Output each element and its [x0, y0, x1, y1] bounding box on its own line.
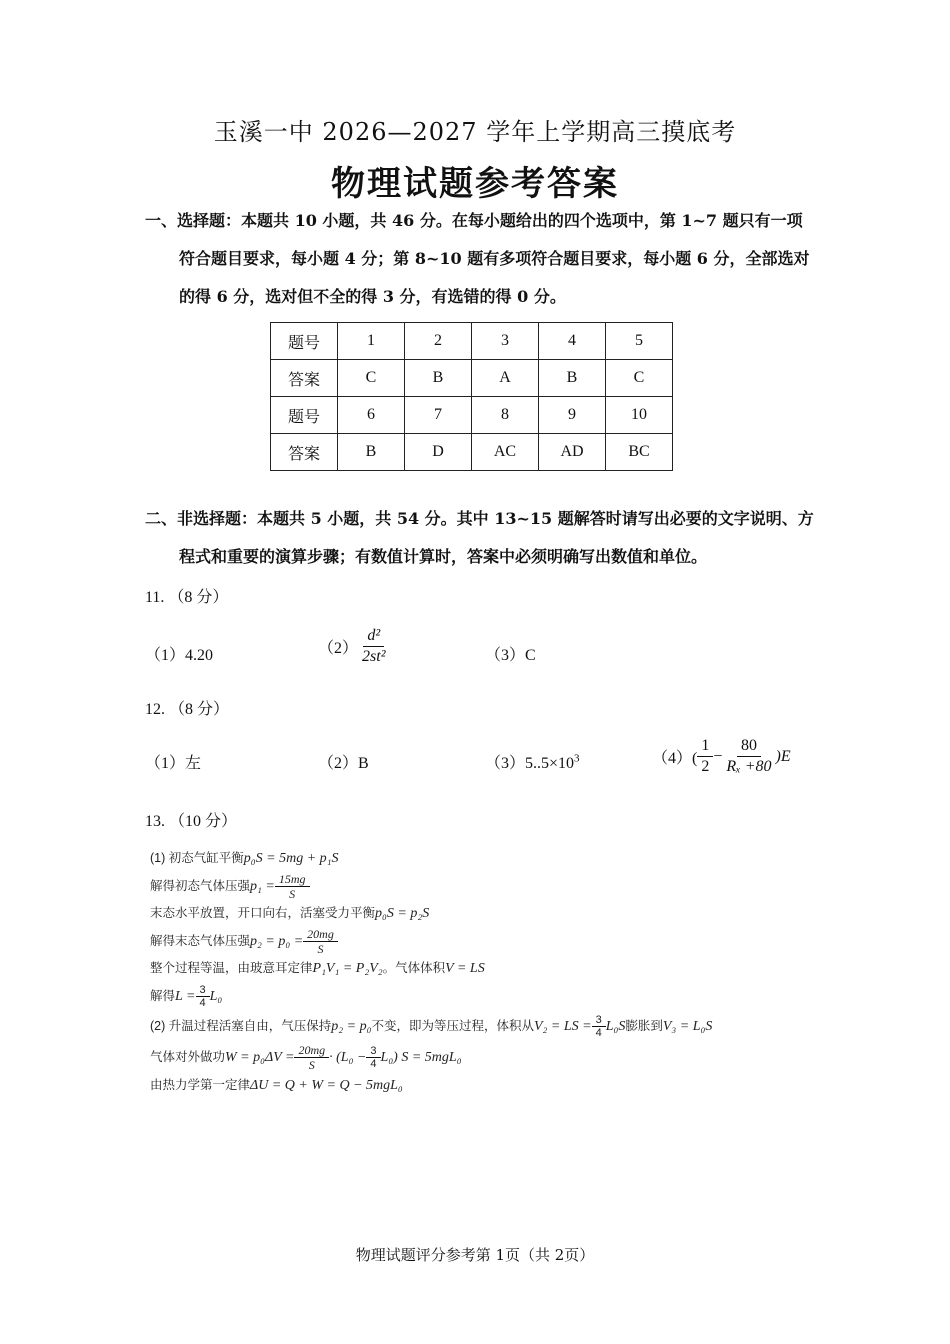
q12-answer-2: （2）B — [318, 755, 369, 772]
fraction-denominator: Rₓ +80 — [726, 758, 772, 775]
section1-instructions — [145, 202, 815, 316]
solution-formula: V = LS — [445, 961, 485, 976]
section2-instructions — [145, 500, 825, 576]
table-cell: C — [606, 360, 673, 397]
table-cell: 题号 — [271, 397, 338, 434]
q11-answer-1: （1）4.20 — [145, 647, 214, 664]
q12-answer-3-base: （3）5..5×10 — [485, 755, 575, 772]
table-cell: 5 — [606, 323, 673, 360]
fraction-denominator: 4 — [370, 1057, 377, 1070]
fraction — [358, 626, 389, 667]
solution-formula: ΔU = Q + W = Q − 5mgL₀ — [250, 1078, 403, 1093]
solution-line-3 — [150, 901, 790, 926]
solution-line-7 — [150, 1011, 790, 1041]
solution-text: 解得初态气体压强 — [150, 878, 251, 893]
solution-line-4 — [150, 926, 790, 956]
fraction — [275, 872, 310, 901]
q12-answer-3 — [485, 750, 580, 773]
solution-text: (2) 升温过程活塞自由，气压保持 — [150, 1018, 332, 1033]
section1-line3: 的得 6 分，选对但不全的得 3 分，有选错的得 0 分。 — [179, 287, 566, 306]
section2-line1: 二、非选择题：本题共 5 小题，共 54 分。其中 13~15 题解答时请写出必要的文字说明、方 — [145, 509, 814, 528]
fraction-denominator: S — [317, 941, 324, 956]
solution-text: 膨胀到 — [625, 1018, 663, 1033]
solution-line-1 — [150, 846, 790, 871]
fraction-numerator: 20mg — [303, 927, 338, 942]
solution-formula: · (L₀ − — [329, 1049, 367, 1065]
solution-formula: p₁ = — [250, 878, 275, 894]
q12-heading: 12. （8 分） — [145, 701, 230, 718]
table-cell: B — [405, 360, 472, 397]
q11-answer-2-label: （2） — [318, 640, 359, 657]
fraction — [592, 1014, 606, 1039]
fraction — [722, 736, 775, 777]
section1-line2: 符合题目要求，每小题 4 分；第 8~10 题有多项符合题目要求，每小题 6 分，全部选对 — [179, 249, 810, 268]
q12-answer-3-exponent: 3 — [574, 752, 580, 765]
table-cell: 答案 — [271, 360, 338, 397]
fraction — [366, 1045, 380, 1070]
minus-sign: − — [713, 747, 723, 765]
table-cell: AC — [472, 434, 539, 471]
solution-line-9 — [150, 1073, 790, 1098]
table-cell: 8 — [472, 397, 539, 434]
table-cell: 1 — [338, 323, 405, 360]
solution-line-8 — [150, 1041, 790, 1073]
table-row — [271, 323, 673, 360]
solution-formula: p₀S = 5mg + p₁S — [243, 851, 339, 866]
section1-line1: 一、选择题：本题共 10 小题，共 46 分。在每小题给出的四个选项中，第 1~7 题只有一项 — [145, 211, 803, 230]
solution-formula: W = p₀ΔV = — [225, 1049, 295, 1065]
fraction-denominator: 2st² — [362, 648, 386, 665]
solution-text: 末态水平放置，开口向右，活塞受力平衡 — [150, 906, 376, 920]
solution-formula: p₀S = p₂S — [375, 906, 430, 921]
table-cell: A — [472, 360, 539, 397]
solution-formula: p₂ = p₀ = — [250, 933, 304, 949]
q11-answer-3: （3）C — [485, 647, 536, 664]
solution-line-6 — [150, 981, 790, 1011]
answer-table — [270, 322, 673, 471]
solution-text: 解得末态气体压强 — [150, 933, 251, 948]
q12-answer-4-label: （4）( — [652, 750, 698, 767]
table-cell: B — [338, 434, 405, 471]
solution-text: 由热力学第一定律 — [150, 1078, 251, 1092]
fraction-numerator: 80 — [737, 736, 761, 757]
solution-text: 。气体体积 — [382, 961, 446, 975]
fraction-denominator: S — [308, 1057, 315, 1072]
solution-formula: p₂ = p₀ — [331, 1018, 372, 1034]
solution-text: 解得 — [150, 988, 176, 1003]
table-cell: BC — [606, 434, 673, 471]
solution-text: 气体对外做功 — [150, 1049, 226, 1064]
table-cell: 4 — [539, 323, 606, 360]
exam-subtitle: 玉溪一中 2026—2027 学年上学期高三摸底考 — [213, 118, 737, 146]
q12-answer-4-suffix: )E — [775, 747, 791, 765]
table-cell: 7 — [405, 397, 472, 434]
q11-heading: 11. （8 分） — [145, 589, 229, 606]
page-footer: 物理试题评分参考第 1页（共 2页） — [355, 1246, 595, 1264]
q13-solution — [150, 846, 790, 1098]
q13-heading: 13. （10 分） — [145, 813, 238, 830]
fraction — [697, 736, 713, 777]
table-cell: B — [539, 360, 606, 397]
page-title: 物理试题参考答案 — [331, 164, 619, 204]
table-row — [271, 434, 673, 471]
solution-formula: L₀ — [209, 988, 223, 1004]
fraction-numerator: 20mg — [294, 1043, 329, 1058]
solution-formula: L₀) S = 5mgL₀ — [380, 1049, 462, 1065]
solution-line-2 — [150, 871, 790, 901]
table-cell: C — [338, 360, 405, 397]
q12-answer-4 — [652, 736, 791, 777]
table-cell: D — [405, 434, 472, 471]
table-cell: 9 — [539, 397, 606, 434]
fraction — [196, 984, 210, 1009]
table-cell: AD — [539, 434, 606, 471]
fraction-denominator: 4 — [595, 1026, 602, 1039]
table-cell: 6 — [338, 397, 405, 434]
solution-line-5 — [150, 956, 790, 981]
table-cell: 题号 — [271, 323, 338, 360]
fraction-numerator: d² — [363, 626, 384, 647]
solution-formula: L₀S — [605, 1018, 626, 1034]
fraction-numerator: 3 — [196, 984, 210, 997]
fraction-numerator: 1 — [697, 736, 713, 757]
solution-formula: V₂ = LS = — [533, 1018, 592, 1034]
table-cell: 答案 — [271, 434, 338, 471]
table-row — [271, 360, 673, 397]
fraction-numerator: 15mg — [275, 872, 310, 887]
solution-text: 不变，即为等压过程，体积从 — [371, 1018, 534, 1033]
table-row — [271, 397, 673, 434]
fraction — [294, 1043, 329, 1072]
fraction-denominator: 4 — [199, 996, 206, 1009]
table-cell: 2 — [405, 323, 472, 360]
solution-text: (1) 初态气缸平衡 — [150, 851, 244, 865]
fraction-denominator: S — [289, 886, 296, 901]
fraction-numerator: 3 — [366, 1045, 380, 1058]
fraction-numerator: 3 — [592, 1014, 606, 1027]
table-cell: 3 — [472, 323, 539, 360]
table-cell: 10 — [606, 397, 673, 434]
section2-line2: 程式和重要的演算步骤；有数值计算时，答案中必须明确写出数值和单位。 — [179, 547, 708, 566]
solution-formula: P₁V₁ = P₂V₂ — [312, 961, 383, 976]
solution-text: 整个过程等温，由玻意耳定律 — [150, 961, 313, 975]
q11-answer-2 — [318, 626, 389, 667]
q12-answer-1: （1）左 — [145, 755, 202, 772]
solution-formula: L = — [175, 988, 196, 1004]
solution-formula: V₃ = L₀S — [662, 1018, 713, 1034]
fraction-denominator: 2 — [701, 758, 710, 775]
fraction — [303, 927, 338, 956]
